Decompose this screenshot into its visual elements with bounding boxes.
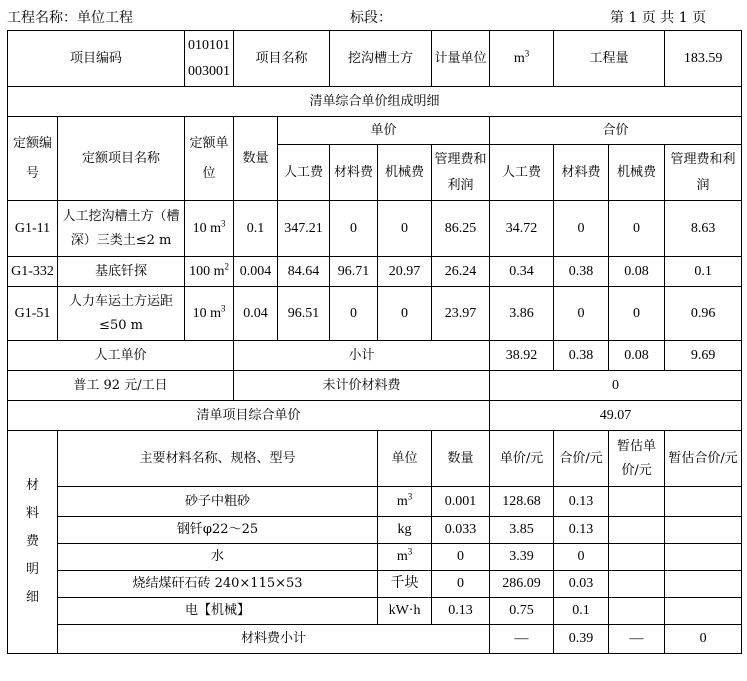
- table-row: [8, 598, 742, 625]
- material-unit: $m^3$: [378, 487, 432, 517]
- material-price: 3.85: [490, 517, 554, 544]
- side-label-char: 细: [25, 590, 39, 605]
- material-total: 0: [554, 544, 609, 571]
- total-machine: 0: [609, 201, 665, 257]
- material-name: 电【机械】: [58, 598, 378, 625]
- project-name: 工程名称：单位工程: [7, 10, 133, 26]
- labor-unit-price-value: 普工 92 元/工日: [8, 371, 234, 401]
- table-row: [8, 517, 742, 544]
- price-material: 0: [330, 287, 378, 341]
- quota-qty: 0.04: [234, 287, 278, 341]
- header-total-mgmt: 管理费和利润: [665, 145, 742, 201]
- material-name: 钢钎φ22～25: [58, 517, 378, 544]
- material-subtotal-total: 0.39: [554, 625, 609, 654]
- material-qty: 0: [432, 544, 490, 571]
- unpriced-material-label: 未计价材料费: [234, 371, 490, 401]
- material-name: 烧结煤矸石砖 240×115×53: [58, 571, 378, 598]
- table-row: [8, 257, 742, 287]
- price-labor: 347.21: [278, 201, 330, 257]
- item-name-label: 项目名称: [234, 31, 330, 87]
- header-machine: 机械费: [378, 145, 432, 201]
- material-price: 0.75: [490, 598, 554, 625]
- header-quantity: 数量: [234, 117, 278, 201]
- table-row: [8, 201, 742, 257]
- price-mgmt: 23.97: [432, 287, 490, 341]
- header-labor: 人工费: [278, 145, 330, 201]
- header-quota-name: 定额项目名称: [58, 117, 185, 201]
- total-mgmt: 0.1: [665, 257, 742, 287]
- material-est-price: [609, 487, 665, 517]
- total-material: 0: [554, 287, 609, 341]
- table-row: [8, 625, 742, 654]
- quota-qty: 0.004: [234, 257, 278, 287]
- quota-qty: 0.1: [234, 201, 278, 257]
- material-name: 砂子中粗砂: [58, 487, 378, 517]
- header-unit-price: 单价: [278, 117, 490, 145]
- header-quota-code: 定额编号: [8, 117, 58, 201]
- quota-code: G1-332: [8, 257, 58, 287]
- composite-price-label: 清单项目综合单价: [8, 401, 490, 431]
- material-est-price: [609, 571, 665, 598]
- material-est-price: [609, 598, 665, 625]
- material-qty: 0.13: [432, 598, 490, 625]
- material-subtotal-est-price: —: [609, 625, 665, 654]
- total-material: 0: [554, 201, 609, 257]
- table-row: [8, 287, 742, 341]
- material-subtotal-price: —: [490, 625, 554, 654]
- material-price: 128.68: [490, 487, 554, 517]
- material-est-total: [665, 544, 742, 571]
- total-machine: 0.08: [609, 257, 665, 287]
- material-header-price: 单价/元: [490, 431, 554, 487]
- total-labor: 3.86: [490, 287, 554, 341]
- header-total-labor: 人工费: [490, 145, 554, 201]
- material-est-total: [665, 487, 742, 517]
- material-est-total: [665, 517, 742, 544]
- table-row: [8, 341, 742, 371]
- quantity-value: 183.59: [665, 31, 742, 87]
- material-est-total: [665, 598, 742, 625]
- material-qty: 0.033: [432, 517, 490, 544]
- header-total-material: 材料费: [554, 145, 609, 201]
- labor-unit-price-label: 人工单价: [8, 341, 234, 371]
- side-label-char: 料: [25, 506, 39, 521]
- measure-unit-value: $m^3$: [490, 31, 554, 87]
- price-material: 96.71: [330, 257, 378, 287]
- material-name: 水: [58, 544, 378, 571]
- material-header-unit: 单位: [378, 431, 432, 487]
- material-total: 0.13: [554, 487, 609, 517]
- subtotal-mgmt: 9.69: [665, 341, 742, 371]
- detail-title: 清单综合单价组成明细: [8, 87, 742, 117]
- subtotal-label: 小计: [234, 341, 490, 371]
- header-material: 材料费: [330, 145, 378, 201]
- price-machine: 20.97: [378, 257, 432, 287]
- material-qty: 0.001: [432, 487, 490, 517]
- price-machine: 0: [378, 201, 432, 257]
- subtotal-machine: 0.08: [609, 341, 665, 371]
- material-est-total: [665, 571, 742, 598]
- table-row: [8, 571, 742, 598]
- material-price: 3.39: [490, 544, 554, 571]
- header-total-machine: 机械费: [609, 145, 665, 201]
- quota-unit: 10 $m^3$: [185, 287, 234, 341]
- material-est-price: [609, 544, 665, 571]
- side-label-char: 明: [25, 562, 39, 577]
- material-side-label: [8, 431, 58, 654]
- quota-name: 人工挖沟槽土方（槽深）三类土≤2 m: [58, 201, 185, 257]
- table-row: [8, 371, 742, 401]
- price-mgmt: 26.24: [432, 257, 490, 287]
- quota-unit: 10 $m^3$: [185, 201, 234, 257]
- unpriced-material-value: 0: [490, 371, 742, 401]
- price-material: 0: [330, 201, 378, 257]
- total-machine: 0: [609, 287, 665, 341]
- composite-price-value: 49.07: [490, 401, 742, 431]
- table-row: [8, 487, 742, 517]
- material-header-name: 主要材料名称、规格、型号: [58, 431, 378, 487]
- material-header-qty: 数量: [432, 431, 490, 487]
- material-header-est-total: 暂估合价/元: [665, 431, 742, 487]
- price-labor: 84.64: [278, 257, 330, 287]
- side-label-char: 材: [25, 478, 39, 493]
- side-label-char: 费: [25, 534, 39, 549]
- quota-code: G1-51: [8, 287, 58, 341]
- material-qty: 0: [432, 571, 490, 598]
- material-header-est-price: 暂估单价/元: [609, 431, 665, 487]
- quota-name: 人力车运土方运距≤50 m: [58, 287, 185, 341]
- price-labor: 96.51: [278, 287, 330, 341]
- table-row: [8, 31, 742, 87]
- subtotal-labor: 38.92: [490, 341, 554, 371]
- material-subtotal-est-total: 0: [665, 625, 742, 654]
- item-name-value: 挖沟槽土方: [330, 31, 432, 87]
- section-label: 标段：: [350, 10, 392, 26]
- unit-price-table: [7, 30, 742, 654]
- material-unit: kW·h: [378, 598, 432, 625]
- material-price: 286.09: [490, 571, 554, 598]
- total-mgmt: 0.96: [665, 287, 742, 341]
- material-total: 0.1: [554, 598, 609, 625]
- page-info: 第 1 页 共 1 页: [610, 10, 707, 26]
- material-total: 0.03: [554, 571, 609, 598]
- table-row: [8, 87, 742, 117]
- quota-code: G1-11: [8, 201, 58, 257]
- price-machine: 0: [378, 287, 432, 341]
- material-unit: 千块: [378, 571, 432, 598]
- measure-unit-label: 计量单位: [432, 31, 490, 87]
- material-subtotal-label: 材料费小计: [58, 625, 490, 654]
- material-unit: kg: [378, 517, 432, 544]
- table-row: [8, 117, 742, 145]
- total-mgmt: 8.63: [665, 201, 742, 257]
- total-material: 0.38: [554, 257, 609, 287]
- quota-name: 基底钎探: [58, 257, 185, 287]
- table-row: [8, 401, 742, 431]
- total-labor: 34.72: [490, 201, 554, 257]
- header-quota-unit: 定额单位: [185, 117, 234, 201]
- subtotal-material: 0.38: [554, 341, 609, 371]
- sheet-header: [0, 0, 747, 30]
- table-row: [8, 544, 742, 571]
- header-mgmt: 管理费和利润: [432, 145, 490, 201]
- item-code-label: 项目编码: [8, 31, 185, 87]
- price-mgmt: 86.25: [432, 201, 490, 257]
- material-total: 0.13: [554, 517, 609, 544]
- material-unit: $m^3$: [378, 544, 432, 571]
- quota-unit: 100 $m^2$: [185, 257, 234, 287]
- material-header-total: 合价/元: [554, 431, 609, 487]
- table-row: [8, 431, 742, 487]
- item-code-value: 010101003001: [185, 31, 234, 87]
- total-labor: 0.34: [490, 257, 554, 287]
- header-total-price: 合价: [490, 117, 742, 145]
- quantity-label: 工程量: [554, 31, 665, 87]
- material-est-price: [609, 517, 665, 544]
